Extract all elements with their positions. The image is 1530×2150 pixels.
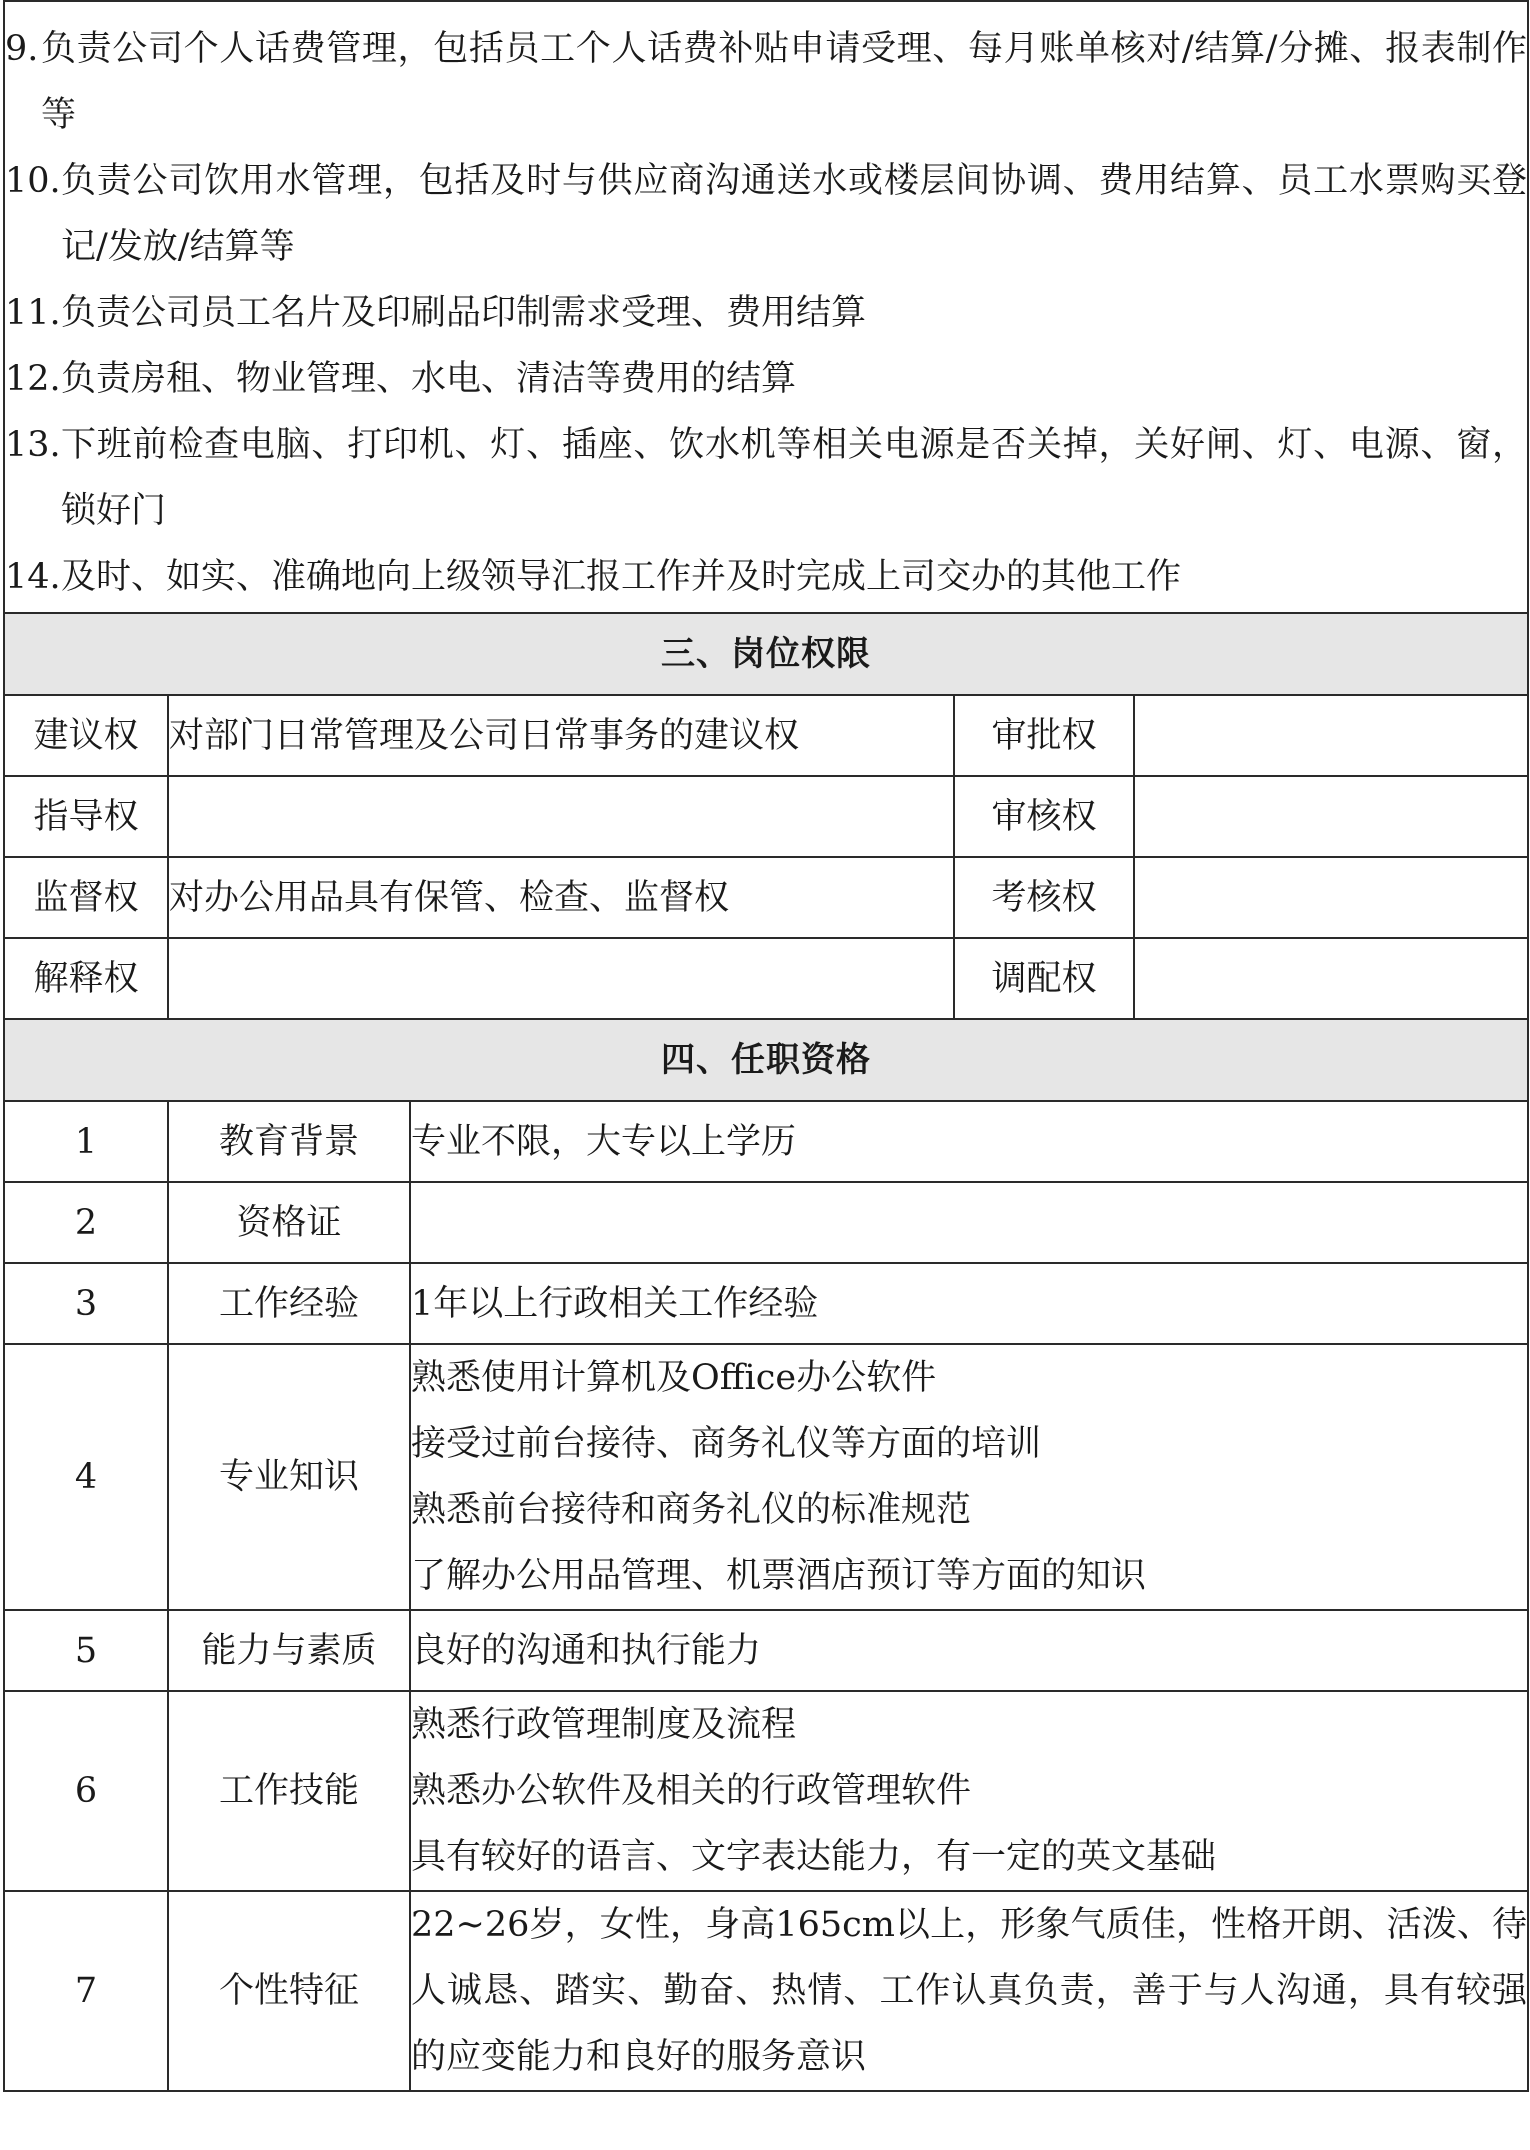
qualification-detail: 1年以上行政相关工作经验 [410, 1263, 1528, 1344]
job-description-table [3, 0, 1529, 2092]
duty-item [5, 280, 1527, 346]
qualification-number: 3 [4, 1263, 168, 1344]
authority-desc-right [1134, 695, 1528, 776]
authority-label: 建议权 [4, 695, 168, 776]
qualification-detail: 22~26岁，女性，身高165cm以上，形象气质佳，性格开朗、活泼、待人诚恳、踏实、勤奋、热情、工作认真负责，善于与人沟通，具有较强的应变能力和良好的服务意识 [410, 1891, 1528, 2091]
duty-text: 下班前检查电脑、打印机、灯、插座、饮水机等相关电源是否关掉，关好闸、灯、电源、窗，锁好门 [61, 425, 1528, 531]
authority-section-title: 三、岗位权限 [4, 613, 1528, 695]
duty-item [5, 16, 1527, 148]
qualification-detail [410, 1691, 1528, 1891]
authority-desc [168, 776, 954, 857]
duty-item [5, 346, 1527, 412]
authority-desc [168, 938, 954, 1019]
qualification-item: 能力与素质 [168, 1610, 410, 1691]
qualification-row [4, 1891, 1528, 2091]
authority-row [4, 938, 1528, 1019]
qualification-row [4, 1691, 1528, 1891]
duties-cell [4, 1, 1528, 613]
qualifications-section-row [4, 1019, 1528, 1101]
duty-number: 11. [5, 293, 61, 333]
authority-desc-right [1134, 857, 1528, 938]
authority-label-right: 调配权 [954, 938, 1134, 1019]
duties-row [4, 1, 1528, 613]
qualification-row [4, 1610, 1528, 1691]
authority-desc-right [1134, 776, 1528, 857]
qualification-number: 1 [4, 1101, 168, 1182]
qualification-item: 个性特征 [168, 1891, 410, 2091]
duty-text: 及时、如实、准确地向上级领导汇报工作并及时完成上司交办的其他工作 [61, 557, 1182, 597]
duty-number: 9. [5, 29, 39, 69]
detail-line: 具有较好的语言、文字表达能力，有一定的英文基础 [411, 1837, 1217, 1877]
qualification-number: 2 [4, 1182, 168, 1263]
qualification-row [4, 1101, 1528, 1182]
qualification-item: 资格证 [168, 1182, 410, 1263]
qualification-row [4, 1263, 1528, 1344]
detail-line: 熟悉行政管理制度及流程 [411, 1705, 797, 1745]
qualification-detail [410, 1344, 1528, 1610]
qualification-row [4, 1182, 1528, 1263]
authority-desc-right [1134, 938, 1528, 1019]
duty-text: 负责公司个人话费管理，包括员工个人话费补贴申请受理、每月账单核对/结算/分摊、报表制作等 [41, 29, 1528, 135]
authority-label-right: 审批权 [954, 695, 1134, 776]
duty-number: 14. [5, 557, 61, 597]
detail-line: 了解办公用品管理、机票酒店预订等方面的知识 [411, 1556, 1147, 1596]
authority-label-right: 考核权 [954, 857, 1134, 938]
detail-line: 熟悉办公软件及相关的行政管理软件 [411, 1771, 972, 1811]
duty-text: 负责公司员工名片及印刷品印制需求受理、费用结算 [61, 293, 867, 333]
qualification-number: 5 [4, 1610, 168, 1691]
qualification-item: 专业知识 [168, 1344, 410, 1610]
duty-text: 负责房租、物业管理、水电、清洁等费用的结算 [61, 359, 797, 399]
qualification-detail: 专业不限，大专以上学历 [410, 1101, 1528, 1182]
duty-item [5, 412, 1527, 544]
qualification-detail [410, 1182, 1528, 1263]
detail-line: 熟悉使用计算机及Office办公软件 [411, 1358, 937, 1398]
duty-number: 13. [5, 425, 61, 465]
authority-label: 解释权 [4, 938, 168, 1019]
authority-row [4, 857, 1528, 938]
authority-row [4, 776, 1528, 857]
authority-row [4, 695, 1528, 776]
qualification-detail: 良好的沟通和执行能力 [410, 1610, 1528, 1691]
authority-label: 监督权 [4, 857, 168, 938]
authority-desc: 对部门日常管理及公司日常事务的建议权 [168, 695, 954, 776]
duty-number: 12. [5, 359, 61, 399]
duty-item [5, 148, 1527, 280]
detail-line: 接受过前台接待、商务礼仪等方面的培训 [411, 1424, 1042, 1464]
duty-text: 负责公司饮用水管理，包括及时与供应商沟通送水或楼层间协调、费用结算、员工水票购买登记/发放/结算等 [61, 161, 1528, 267]
qualification-row [4, 1344, 1528, 1610]
authority-label: 指导权 [4, 776, 168, 857]
qualification-item: 工作经验 [168, 1263, 410, 1344]
duty-item [5, 544, 1527, 610]
qualification-item: 教育背景 [168, 1101, 410, 1182]
qualification-number: 7 [4, 1891, 168, 2091]
qualification-number: 6 [4, 1691, 168, 1891]
qualification-number: 4 [4, 1344, 168, 1610]
qualification-item: 工作技能 [168, 1691, 410, 1891]
authority-label-right: 审核权 [954, 776, 1134, 857]
authority-section-row [4, 613, 1528, 695]
qualifications-section-title: 四、任职资格 [4, 1019, 1528, 1101]
detail-line: 熟悉前台接待和商务礼仪的标准规范 [411, 1490, 972, 1530]
authority-desc: 对办公用品具有保管、检查、监督权 [168, 857, 954, 938]
duty-number: 10. [5, 161, 61, 201]
